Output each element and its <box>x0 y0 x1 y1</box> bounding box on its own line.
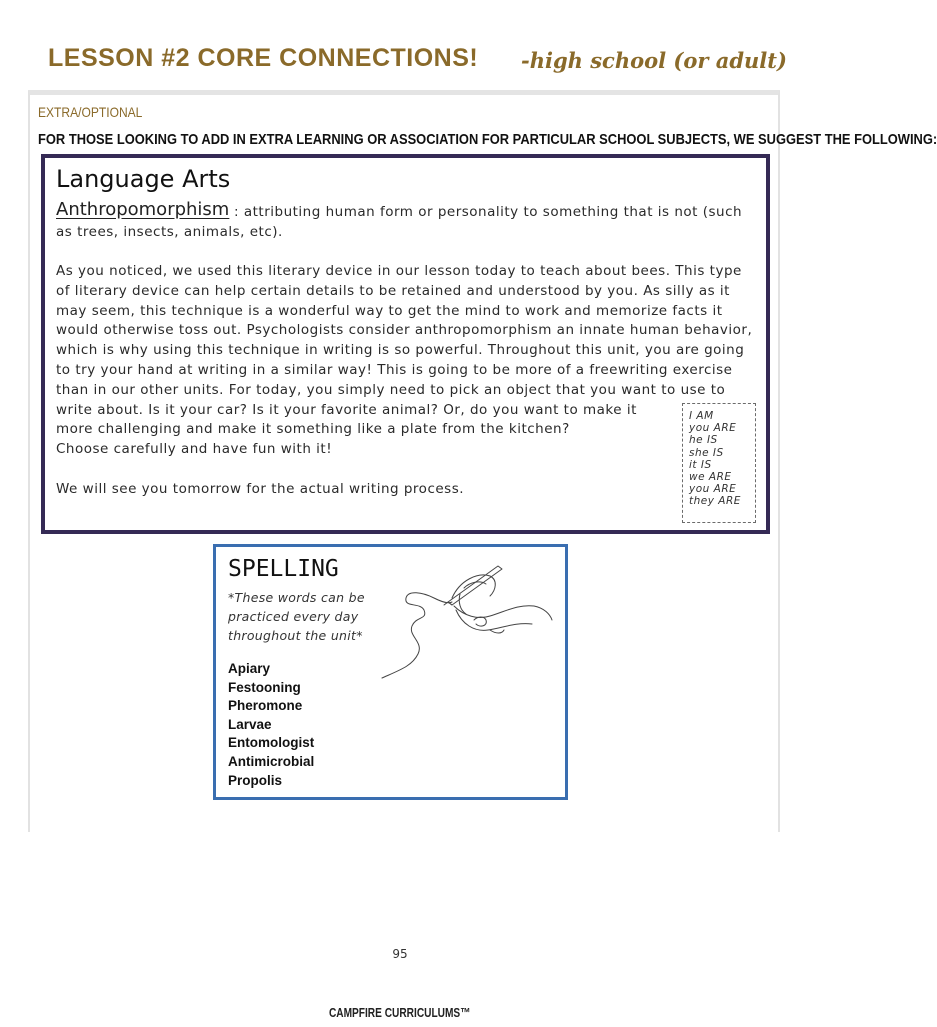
closing-line: We will see you tomorrow for the actual writing process. <box>56 480 465 497</box>
pronoun-box <box>682 403 756 523</box>
pronoun-item: they ARE <box>689 495 741 508</box>
paragraph-line: which is why using this technique in writing is so powerful. Throughout this unit, you are going <box>56 342 745 359</box>
paragraph-line: more challenging and make it something like a plate from the kitchen? <box>56 421 570 438</box>
spelling-note: *These words can be practiced every day throughout the unit* <box>228 590 365 643</box>
spelling-word: Antimicrobial <box>228 753 315 769</box>
page-number: 95 <box>392 947 408 961</box>
paragraph-line: write about. Is it your car? Is it your favorite animal? Or, do you want to make it <box>56 401 637 418</box>
paragraph-line: than in our other units. For today, you simply need to pick an object that you want to use to <box>56 381 726 398</box>
spelling-word: Pheromone <box>228 698 303 714</box>
spelling-word: Propolis <box>228 772 283 788</box>
spelling-word: Larvae <box>228 716 272 732</box>
pronoun-item: it IS <box>689 458 712 471</box>
paragraph-line: would otherwise toss out. Psychologists consider anthropomorphism an innate human behavior, <box>56 322 753 339</box>
extra-optional-label: EXTRA/OPTIONAL <box>38 104 143 120</box>
paragraph-line: may seem, this technique is a wonderful way to get the mind to work and memorize facts it <box>56 302 723 319</box>
spelling-word-list <box>228 660 314 790</box>
pronoun-item: I AM <box>689 410 714 422</box>
pronoun-item: we ARE <box>689 471 732 484</box>
language-arts-paragraph <box>56 262 756 500</box>
paragraph-spacer <box>56 460 756 480</box>
paragraph-line: Choose carefully and have fun with it! <box>56 441 333 458</box>
anthropomorphism-term: Anthropomorphism <box>56 199 230 220</box>
pronoun-item: she IS <box>689 446 724 459</box>
footer-brand <box>0 1005 800 1020</box>
paragraph-line: As you noticed, we used this literary device in our lesson today to teach about bees. This type <box>56 263 742 279</box>
spelling-word: Festooning <box>228 679 301 695</box>
footer-brand-text: CAMPFIRE CURRICULUMS™ <box>329 1005 471 1020</box>
extra-intro-text: FOR THOSE LOOKING TO ADD IN EXTRA LEARNING OR ASSOCIATION FOR PARTICULAR SCHOOL SUBJECTS, WE SUGGEST THE FOLLOWING: <box>38 131 937 148</box>
pronoun-item: you ARE <box>689 483 737 496</box>
spelling-heading: SPELLING <box>228 556 339 582</box>
spelling-word: Entomologist <box>228 735 315 751</box>
pronoun-item: he IS <box>689 434 718 447</box>
anthropomorphism-definition: : attributing human form or personality to something that is not (such as trees, insects, animals, etc). <box>56 204 743 240</box>
hand-writing-icon <box>378 558 554 682</box>
spelling-word: Apiary <box>228 661 271 676</box>
pronoun-item: you ARE <box>689 422 737 435</box>
lesson-level: -high school (or adult) <box>521 48 787 73</box>
paragraph-line: to try your hand at writing in a similar way! This is going to be more of a freewriting exercise <box>56 361 733 378</box>
lesson-title: LESSON #2 CORE CONNECTIONS! <box>48 44 479 72</box>
paragraph-line: of literary device can help certain details to be retained and understood by you. As silly as it <box>56 282 730 299</box>
language-arts-heading: Language Arts <box>56 165 231 193</box>
